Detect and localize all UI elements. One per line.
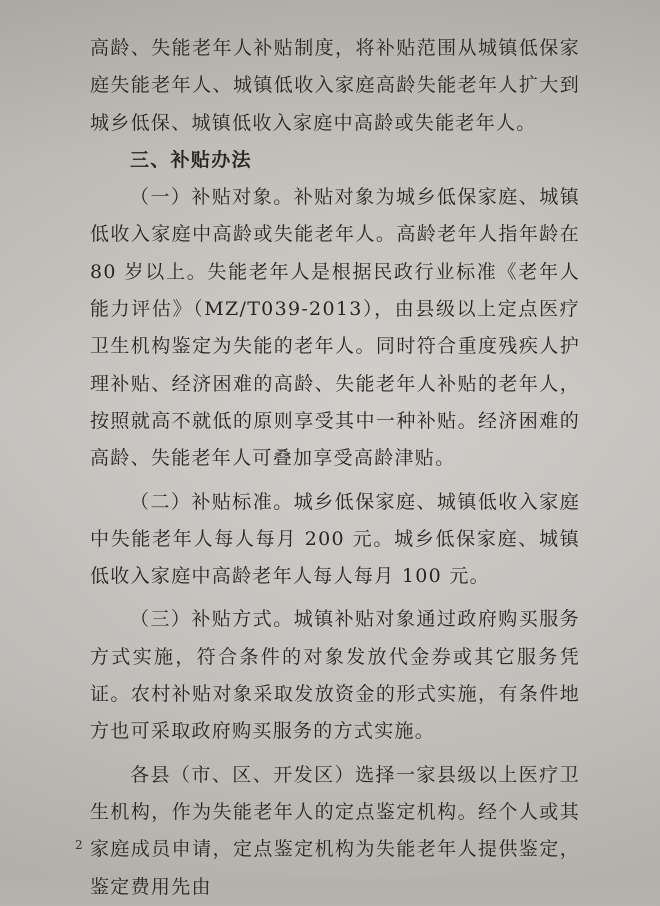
paragraph-subsidy-target: （一）补贴对象。补贴对象为城乡低保家庭、城镇低收入家庭中高龄或失能老年人。高龄老年人指年龄在 80 岁以上。失能老年人是根据民政行业标准《老年人能力评估》（MZ/T039-2013），由县级以上定点医疗卫生机构鉴定为失能的老年人。同时符合重度残疾人护理补贴、经济困难的高龄、失能老年人补贴的老年人，按照就高不就低的原则享受其中一种补贴。经济困难的高龄、失能老年人可叠加享受高龄津贴。: [90, 186, 580, 470]
paragraph-appraisal-institution: 各县（市、区、开发区）选择一家县级以上医疗卫生机构，作为失能老年人的定点鉴定机构。经个人或其家庭成员申请，定点鉴定机构为失能老年人提供鉴定，鉴定费用先由: [90, 763, 580, 898]
paragraph-subsidy-standard: （二）补贴标准。城乡低保家庭、城镇低收入家庭中失能老年人每人每月 200 元。城乡低保家庭、城镇低收入家庭中高龄老年人每人每月 100 元。: [90, 490, 580, 588]
section-heading: 三、补贴办法: [130, 148, 252, 171]
document-body: [90, 30, 580, 906]
page-number: 2: [75, 838, 83, 852]
paragraph-continuation: 高龄、失能老年人补贴制度，将补贴范围从城镇低保家庭失能老年人、城镇低收入家庭高龄失能老年人扩大到城乡低保、城镇低收入家庭中高龄或失能老年人。: [90, 37, 580, 134]
paragraph-subsidy-method: （三）补贴方式。城镇补贴对象通过政府购买服务方式实施，符合条件的对象发放代金券或其它服务凭证。农村补贴对象采取发放资金的形式实施，有条件地方也可采取政府购买服务的方式实施。: [90, 608, 580, 743]
